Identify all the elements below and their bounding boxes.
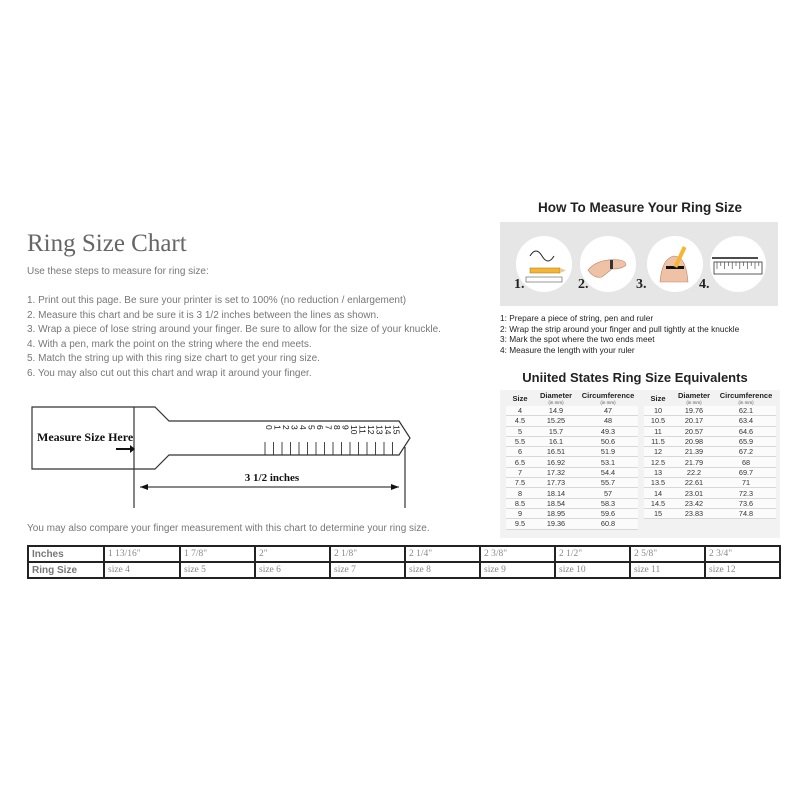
table-cell: 4.5: [506, 416, 534, 426]
table-cell: 50.6: [578, 436, 638, 446]
table-cell: 18.14: [534, 488, 578, 498]
table-cell: 7.5: [506, 478, 534, 488]
table-cell: 2 5/8": [630, 546, 705, 562]
ruler-tick-label: 12: [365, 425, 376, 435]
page-title: Ring Size Chart: [27, 230, 187, 257]
table-cell: 2 1/8": [330, 546, 405, 562]
table-row: [28, 562, 780, 578]
table-cell: 2 3/8": [480, 546, 555, 562]
steps-list: [27, 294, 441, 382]
table-cell: 11: [644, 426, 672, 436]
step-number-3: 3.: [636, 277, 647, 292]
table-cell: 54.4: [578, 467, 638, 477]
table-cell: 64.6: [716, 426, 776, 436]
table-cell: 16.1: [534, 436, 578, 446]
table-cell: 23.83: [672, 508, 716, 518]
ruler-tick-label: 2: [280, 425, 291, 430]
ruler-tick-label: 11: [357, 425, 368, 434]
table-cell: 23.42: [672, 498, 716, 508]
how-step-item: 2: Wrap the strip around your finger and pull tightly at the knuckle: [500, 323, 740, 334]
table-cell: 2": [255, 546, 330, 562]
ruler-tick-label: 9: [340, 425, 351, 430]
table-cell: 2 1/4": [405, 546, 480, 562]
table-row: [506, 457, 638, 467]
table-cell: 20.17: [672, 416, 716, 426]
table-cell: 74.8: [716, 508, 776, 518]
table-cell: 69.7: [716, 467, 776, 477]
table-cell: 48: [578, 416, 638, 426]
ruler-tick-label: 15: [391, 425, 402, 435]
table-cell: 8: [506, 488, 534, 498]
row-header: Inches: [28, 546, 104, 562]
table-cell: 15.7: [534, 426, 578, 436]
table-cell: 18.54: [534, 498, 578, 508]
length-arrow: [140, 484, 399, 490]
column-header: [578, 390, 638, 406]
table-cell: size 12: [705, 562, 780, 578]
table-cell: 55.7: [578, 478, 638, 488]
table-cell: size 7: [330, 562, 405, 578]
ruler-tick-label: 13: [374, 425, 385, 435]
table-cell: size 5: [180, 562, 255, 578]
table-cell: 14.9: [534, 406, 578, 416]
column-header: [644, 390, 672, 406]
step-number-2: 2.: [578, 277, 589, 292]
ruler-tick-label: 4: [297, 425, 308, 430]
table-cell: 67.2: [716, 447, 776, 457]
mark-spot-icon: [647, 236, 703, 292]
table-cell: 18.95: [534, 508, 578, 518]
how-step-item: 3: Mark the spot where the two ends meet: [500, 334, 655, 345]
table-row: [506, 467, 638, 477]
table-cell: 65.9: [716, 436, 776, 446]
column-header-label: Size: [650, 393, 666, 403]
table-cell: 49.3: [578, 426, 638, 436]
column-header: [534, 390, 578, 406]
table-cell: 13: [644, 467, 672, 477]
table-cell: 47: [578, 406, 638, 416]
column-header-label: Diameter: [677, 391, 711, 400]
how-to-illustration: [500, 222, 778, 306]
ruler-tick-label: 14: [382, 425, 393, 435]
table-cell: 2 3/4": [705, 546, 780, 562]
table-cell: 19.76: [672, 406, 716, 416]
column-header: [506, 390, 534, 406]
table-cell: 51.9: [578, 447, 638, 457]
equivalents-title: Uniited States Ring Size Equivalents: [522, 370, 748, 385]
table-cell: 15: [644, 508, 672, 518]
ruler-tick-label: 5: [306, 425, 317, 430]
table-cell: size 8: [405, 562, 480, 578]
table-row: [644, 508, 776, 518]
equivalents-table-left: [506, 390, 638, 530]
ring-sizer-ruler: [27, 395, 417, 515]
table-cell: 11.5: [644, 436, 672, 446]
table-row: [506, 519, 638, 529]
table-cell: 72.3: [716, 488, 776, 498]
table-cell: 1 7/8": [180, 546, 255, 562]
table-cell: 15.25: [534, 416, 578, 426]
table-row: [506, 426, 638, 436]
how-step-item: 4: Measure the length with your ruler: [500, 344, 635, 355]
column-header-unit: (in mm): [548, 400, 564, 405]
table-cell: 63.4: [716, 416, 776, 426]
intro-text: Use these steps to measure for ring size:: [27, 266, 209, 277]
table-row: [506, 498, 638, 508]
table-cell: 19.36: [534, 519, 578, 529]
table-cell: 17.32: [534, 467, 578, 477]
table-row: [644, 457, 776, 467]
table-cell: 14: [644, 488, 672, 498]
table-row: [506, 508, 638, 518]
table-row: [506, 406, 638, 416]
equivalents-table-right: [644, 390, 776, 519]
table-row: [644, 467, 776, 477]
inches-size-table: [27, 545, 781, 579]
table-cell: 5: [506, 426, 534, 436]
table-cell: 21.79: [672, 457, 716, 467]
table-cell: 68: [716, 457, 776, 467]
table-cell: 71: [716, 478, 776, 488]
table-cell: 2 1/2": [555, 546, 630, 562]
ruler-tick-label: 1: [272, 425, 283, 430]
table-cell: 16.92: [534, 457, 578, 467]
row-header: Ring Size: [28, 562, 104, 578]
length-label: 3 1/2 inches: [244, 472, 300, 484]
table-cell: 57: [578, 488, 638, 498]
table-cell: size 6: [255, 562, 330, 578]
table-row: [506, 447, 638, 457]
equivalents-panel: [500, 390, 780, 538]
table-cell: 20.57: [672, 426, 716, 436]
table-row: [28, 546, 780, 562]
column-header-label: Circumference: [719, 391, 773, 400]
table-row: [644, 478, 776, 488]
table-cell: 53.1: [578, 457, 638, 467]
table-cell: 12: [644, 447, 672, 457]
table-cell: 14.5: [644, 498, 672, 508]
ruler-measure-icon: [710, 236, 766, 292]
table-cell: 1 13/16": [104, 546, 180, 562]
table-row: [644, 416, 776, 426]
table-cell: 22.2: [672, 467, 716, 477]
column-header-unit: (in mm): [686, 400, 702, 405]
table-cell: 6.5: [506, 457, 534, 467]
table-cell: 60.8: [578, 519, 638, 529]
table-cell: 10: [644, 406, 672, 416]
table-cell: 21.39: [672, 447, 716, 457]
table-row: [644, 488, 776, 498]
table-cell: size 4: [104, 562, 180, 578]
table-cell: 4: [506, 406, 534, 416]
step-item: 4. With a pen, mark the point on the string where the end meets.: [27, 338, 312, 350]
table-cell: 73.6: [716, 498, 776, 508]
measure-label: Measure Size Here: [37, 430, 134, 444]
table-cell: 7: [506, 467, 534, 477]
ruler-tick-label: 3: [289, 425, 300, 430]
table-cell: 8.5: [506, 498, 534, 508]
table-row: [506, 436, 638, 446]
table-cell: 20.98: [672, 436, 716, 446]
table-cell: 5.5: [506, 436, 534, 446]
table-cell: 62.1: [716, 406, 776, 416]
ruler-tick-label: 10: [348, 425, 359, 435]
step-number-1: 1.: [514, 277, 525, 292]
table-row: [644, 436, 776, 446]
step-item: 3. Wrap a piece of lose string around your finger. Be sure to allow for the size of your knuckle.: [27, 324, 441, 336]
table-cell: 6: [506, 447, 534, 457]
column-header-label: Diameter: [539, 391, 573, 400]
ruler-tick-label: 8: [331, 425, 342, 430]
table-cell: 22.61: [672, 478, 716, 488]
how-to-title: How To Measure Your Ring Size: [537, 200, 743, 215]
how-step-item: 1: Prepare a piece of string, pen and ruler: [500, 313, 654, 323]
table-cell: 9.5: [506, 519, 534, 529]
table-row: [506, 488, 638, 498]
table-row: [644, 498, 776, 508]
ruler-tick-label: 7: [323, 425, 334, 430]
how-to-steps: [500, 313, 739, 355]
table-cell: 10.5: [644, 416, 672, 426]
column-header-label: Size: [512, 393, 528, 403]
column-header-unit: (in mm): [738, 400, 754, 405]
compare-text: You may also compare your finger measurement with this chart to determine your ring size.: [27, 523, 430, 534]
ruler-tick-label: 0: [263, 425, 274, 430]
column-header: [716, 390, 776, 406]
table-cell: size 10: [555, 562, 630, 578]
table-cell: size 11: [630, 562, 705, 578]
step-item: 5. Match the string up with this ring size chart to get your ring size.: [27, 353, 320, 365]
column-header: [672, 390, 716, 406]
column-header-unit: (in mm): [600, 400, 616, 405]
step-item: 6. You may also cut out this chart and wrap it around your finger.: [27, 367, 312, 379]
table-row: [506, 478, 638, 488]
table-row: [644, 406, 776, 416]
step-item: 2. Measure this chart and be sure it is 3 1/2 inches between the lines as shown.: [27, 309, 379, 321]
table-cell: 58.3: [578, 498, 638, 508]
table-cell: 9: [506, 508, 534, 518]
table-cell: 16.51: [534, 447, 578, 457]
table-cell: 13.5: [644, 478, 672, 488]
ruler-tick-label: 6: [314, 425, 325, 430]
table-cell: 59.6: [578, 508, 638, 518]
table-cell: 12.5: [644, 457, 672, 467]
table-cell: 23.01: [672, 488, 716, 498]
column-header-label: Circumference: [581, 391, 635, 400]
table-row: [644, 447, 776, 457]
table-cell: 17.73: [534, 478, 578, 488]
step-number-4: 4.: [699, 277, 710, 292]
table-cell: size 9: [480, 562, 555, 578]
table-row: [506, 416, 638, 426]
table-row: [644, 426, 776, 436]
step-item: 1. Print out this page. Be sure your printer is set to 100% (no reduction / enlargement): [27, 295, 407, 306]
